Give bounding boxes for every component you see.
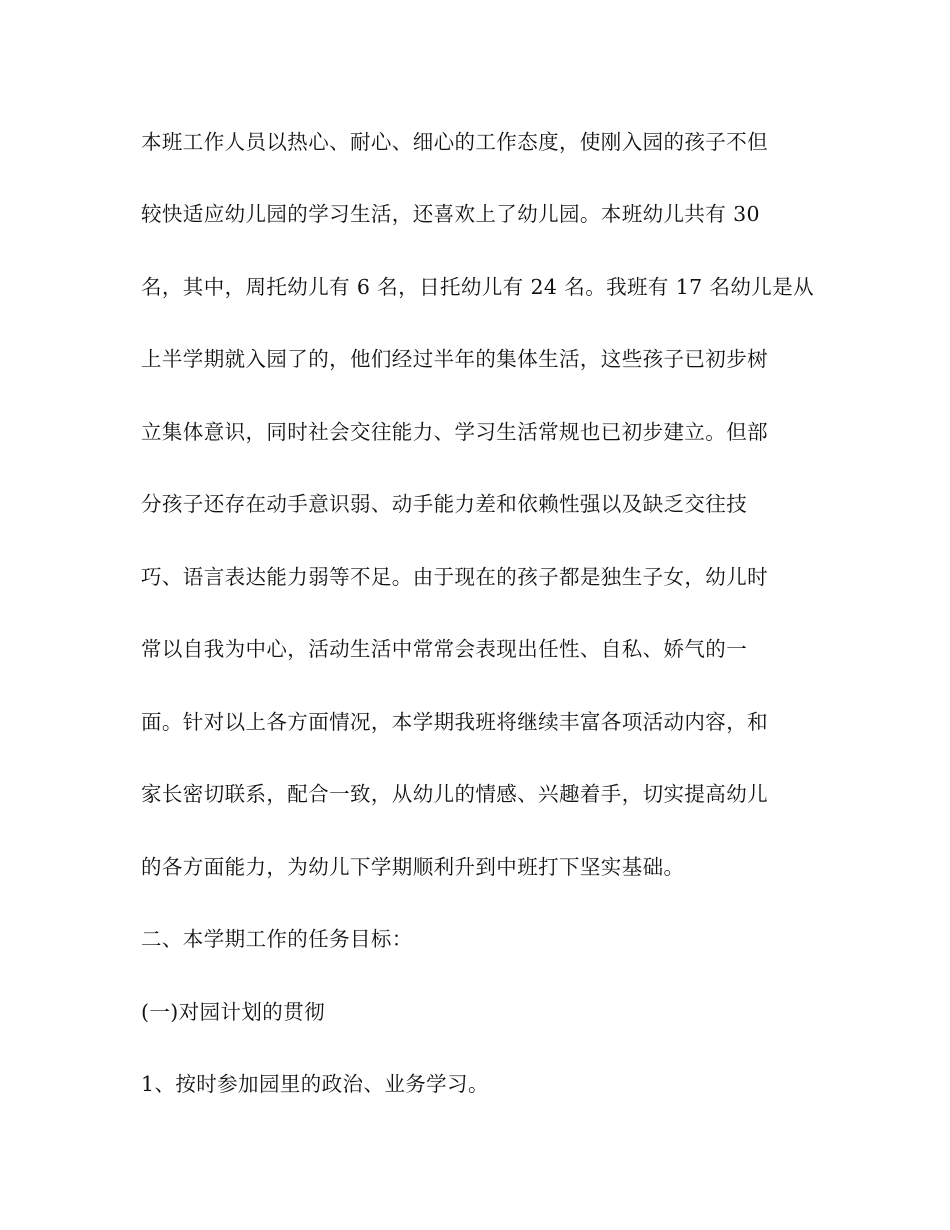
paragraph-line-6: 分孩子还存在动手意识弱、动手能力差和依赖性强以及缺乏交往技 — [141, 492, 748, 516]
paragraph-line-7: 巧、语言表达能力弱等不足。由于现在的孩子都是独生子女，幼儿时 — [141, 565, 768, 589]
section-heading: 二、本学期工作的任务目标： — [141, 927, 413, 951]
paragraph-line-3: 名，其中，周托幼儿有 6 名，日托幼儿有 24 名。我班有 17 名幼儿是从 — [141, 275, 815, 299]
paragraph-line-2: 较快适应幼儿园的学习生活，还喜欢上了幼儿园。本班幼儿共有 30 — [141, 202, 760, 226]
paragraph-line-9: 面。针对以上各方面情况，本学期我班将继续丰富各项活动内容，和 — [141, 710, 768, 734]
subsection-heading: (一)对园计划的贯彻 — [141, 1000, 325, 1024]
paragraph-line-1: 本班工作人员以热心、耐心、细心的工作态度，使刚入园的孩子不但 — [141, 130, 768, 154]
paragraph-line-8: 常以自我为中心，活动生活中常常会表现出任性、自私、娇气的一 — [141, 637, 748, 661]
list-item: 1、按时参加园里的政治、业务学习。 — [141, 1072, 489, 1096]
paragraph-line-5: 立集体意识，同时社会交往能力、学习生活常规也已初步建立。但部 — [141, 420, 768, 444]
paragraph-line-10: 家长密切联系，配合一致，从幼儿的情感、兴趣着手，切实提高幼儿 — [141, 782, 768, 806]
paragraph-line-4: 上半学期就入园了的，他们经过半年的集体生活，这些孩子已初步树 — [141, 347, 768, 371]
paragraph-line-11: 的各方面能力，为幼儿下学期顺利升到中班打下坚实基础。 — [141, 855, 685, 879]
